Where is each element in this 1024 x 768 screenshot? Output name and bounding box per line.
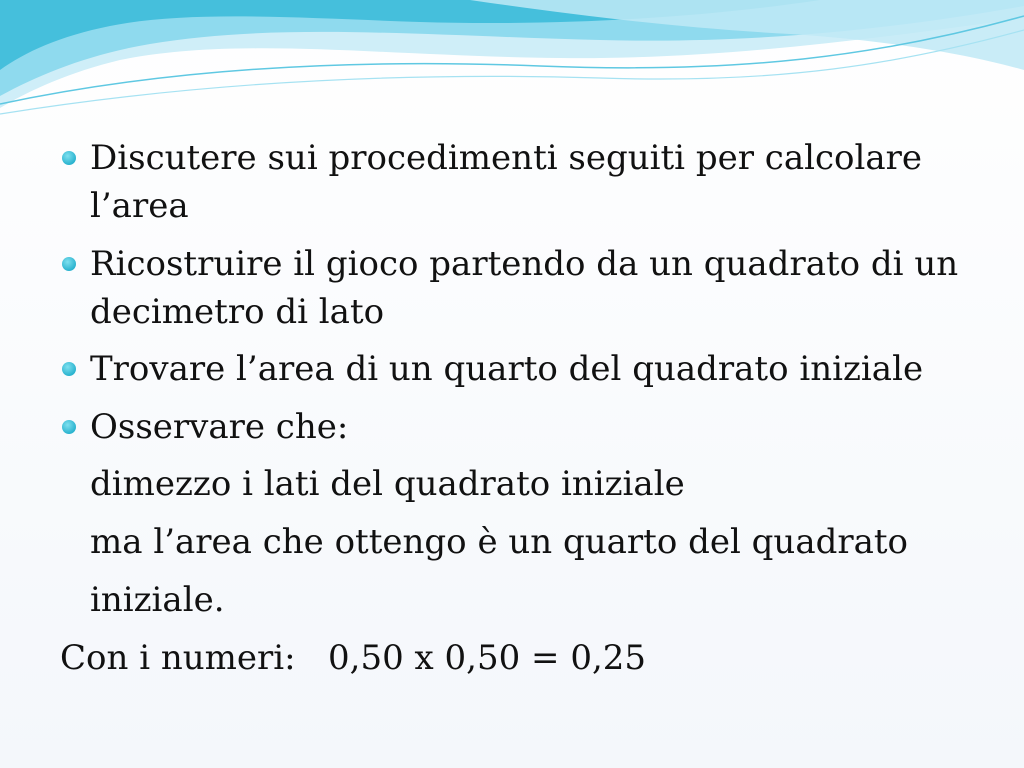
continuation-line-3: iniziale. (90, 580, 225, 620)
continuation-line-2: ma l’area che ottengo è un quarto del quadrato (90, 522, 909, 562)
bullet-icon (62, 257, 76, 271)
bullet-1-line-1: Discutere sui procedimenti seguiti per calcolare (90, 138, 923, 178)
bullet-icon (62, 362, 76, 376)
bullet-3-line-1: Trovare l’area di un quarto del quadrato iniziale (90, 349, 924, 389)
bullet-2-line-1: Ricostruire il gioco partendo da un quadrato di un (90, 244, 959, 284)
continuation-line-1: dimezzo i lati del quadrato iniziale (90, 464, 685, 504)
bullet-icon (62, 151, 76, 165)
footer-calculation-line: Con i numeri: 0,50 x 0,50 = 0,25 (60, 638, 647, 678)
bullet-1-line-2: l’area (90, 186, 189, 226)
bullet-icon (62, 420, 76, 434)
bullet-4-line-1: Osservare che: (90, 407, 349, 447)
bullet-2-line-2: decimetro di lato (90, 292, 385, 332)
